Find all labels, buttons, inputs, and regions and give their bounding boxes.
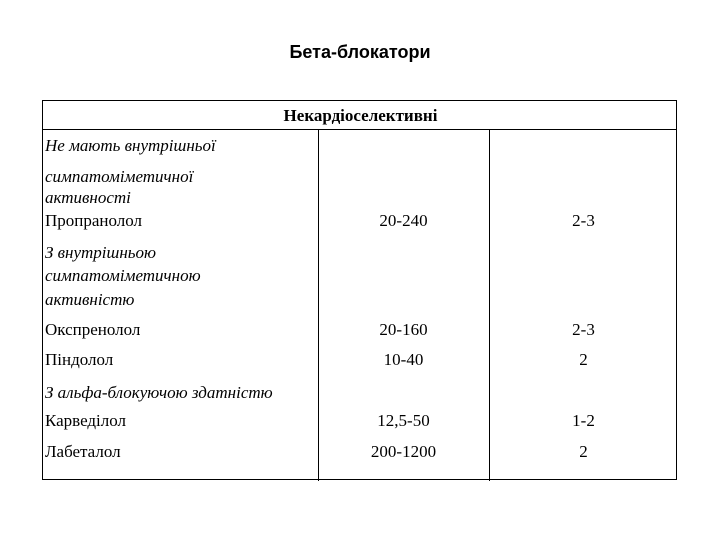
drug-frequency: 2-3 [572, 211, 595, 230]
drug-frequency: 2 [579, 350, 588, 369]
drug-dose: 20-240 [379, 211, 428, 230]
group-label-line: симпатоміметичної [45, 167, 194, 186]
drug-dose: 12,5-50 [377, 411, 430, 430]
drug-dose: 20-160 [379, 320, 428, 339]
group-label-line: активності [45, 188, 131, 207]
table-header: Некардіоселективні [283, 106, 438, 125]
drug-name: Окспренолол [45, 320, 141, 339]
group-label-line: Не мають внутрішньої [45, 136, 216, 155]
drug-name: Карведілол [45, 411, 127, 430]
drug-name: Піндолол [45, 350, 114, 369]
group-label-line: З альфа-блокуючою здатністю [45, 383, 273, 402]
group-label-line: симпатоміметичною [45, 266, 201, 285]
drug-name: Пропранолол [45, 211, 143, 230]
beta-blockers-table [42, 100, 677, 480]
slide-title: Бета-блокатори [289, 42, 431, 62]
drug-dose: 200-1200 [370, 442, 437, 461]
header-divider [43, 129, 676, 130]
drug-name: Лабеталол [45, 442, 121, 461]
drug-dose: 10-40 [383, 350, 424, 369]
group-label-line: З внутрішньою [45, 243, 157, 262]
group-label-line: активністю [45, 290, 135, 309]
drug-frequency: 2 [579, 442, 588, 461]
drug-frequency: 1-2 [572, 411, 595, 430]
drug-frequency: 2-3 [572, 320, 595, 339]
